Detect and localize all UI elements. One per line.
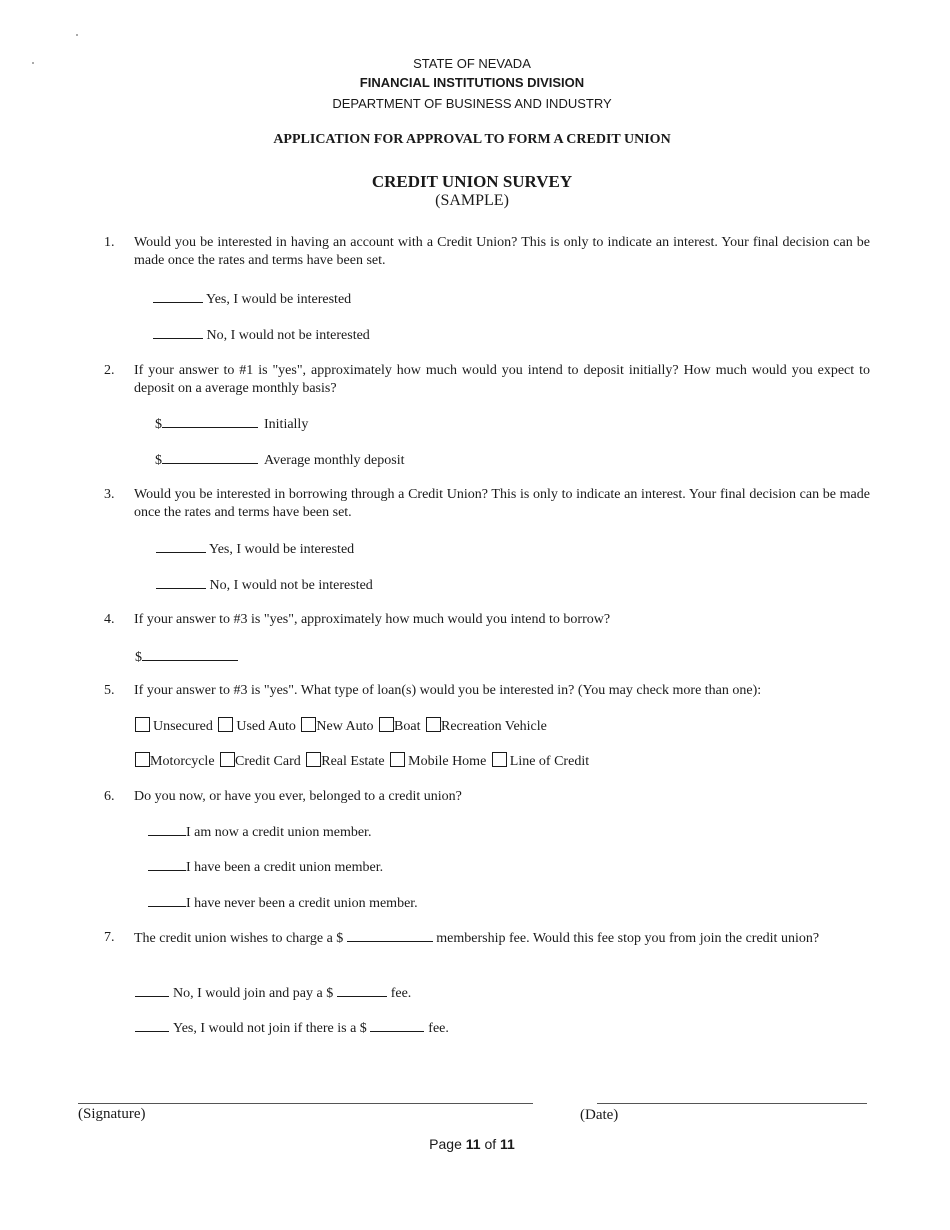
checkbox-label: Recreation Vehicle xyxy=(441,719,547,734)
option-label: Average monthly deposit xyxy=(264,453,405,468)
answer-blank[interactable] xyxy=(156,575,206,589)
date-line[interactable] xyxy=(597,1103,867,1104)
checkbox[interactable] xyxy=(306,752,321,767)
q6-option-current-member[interactable] xyxy=(148,822,371,841)
option-label-suffix: fee. xyxy=(390,986,412,1001)
q4-borrow-amount[interactable] xyxy=(135,647,238,666)
q3-option-no[interactable] xyxy=(156,575,373,594)
answer-blank[interactable] xyxy=(148,893,186,907)
question-text: If your answer to #3 is "yes", approximately how much would you intend to borrow? xyxy=(134,612,611,627)
checkbox-label: Boat xyxy=(394,719,421,734)
question-text: Would you be interested in having an account with a Credit Union? This is only to indicate an interest. Your final decision can be made once the rates and terms have been set. xyxy=(134,235,870,268)
answer-blank[interactable] xyxy=(153,325,203,339)
checkbox-label: Unsecured xyxy=(153,719,213,734)
q6-option-never-member[interactable] xyxy=(148,893,418,912)
checkbox-label: Credit Card xyxy=(235,754,301,769)
checkbox-label: New Auto xyxy=(316,719,374,734)
checkbox-label: Line of Credit xyxy=(509,754,590,769)
checkbox[interactable] xyxy=(218,717,233,732)
option-label: No, I would join and pay a $ xyxy=(173,986,334,1001)
q5-loan-row-2 xyxy=(135,752,589,770)
q7-option-not-join[interactable] xyxy=(135,1018,449,1037)
question-text: If your answer to #1 is "yes", approximately how much would you intend to deposit initially? How much would you expect to deposit on a average monthly basis? xyxy=(134,363,870,396)
header-state: STATE OF NEVADA xyxy=(413,56,531,71)
question-number: 1. xyxy=(104,235,115,250)
page-of: of xyxy=(484,1136,497,1152)
q1-option-no[interactable] xyxy=(153,325,370,344)
answer-blank[interactable] xyxy=(135,983,169,997)
question-number: 5. xyxy=(104,683,115,698)
page-current: 11 xyxy=(465,1136,481,1152)
answer-blank[interactable] xyxy=(156,539,206,553)
header-division: FINANCIAL INSTITUTIONS DIVISION xyxy=(359,75,585,90)
question-number: 7. xyxy=(104,930,115,945)
option-label: I have been a credit union member. xyxy=(186,860,384,875)
page-number xyxy=(0,1136,944,1152)
signature-line[interactable] xyxy=(78,1103,533,1104)
option-label: I have never been a credit union member. xyxy=(186,896,418,911)
survey-title: CREDIT UNION SURVEY xyxy=(371,172,573,191)
question-number: 4. xyxy=(104,612,115,627)
question-number: 2. xyxy=(104,363,115,378)
fee-blank[interactable] xyxy=(370,1018,424,1032)
checkbox[interactable] xyxy=(135,717,150,732)
option-label: Yes, I would be interested xyxy=(205,292,352,307)
checkbox[interactable] xyxy=(135,752,150,767)
checkbox-label: Real Estate xyxy=(321,754,385,769)
option-label: Yes, I would be interested xyxy=(208,542,355,557)
application-title: APPLICATION FOR APPROVAL TO FORM A CREDIT UNION xyxy=(273,132,671,147)
question-number: 6. xyxy=(104,789,115,804)
amount-blank[interactable] xyxy=(162,450,258,464)
question-text-before: The credit union wishes to charge a $ xyxy=(134,931,344,946)
q2-monthly-amount[interactable] xyxy=(155,450,405,469)
checkbox[interactable] xyxy=(301,717,316,732)
answer-blank[interactable] xyxy=(148,857,186,871)
question-text: If your answer to #3 is "yes". What type of loan(s) would you be interested in? (You may check more than one): xyxy=(134,683,762,698)
question-text: Do you now, or have you ever, belonged to a credit union? xyxy=(134,789,462,804)
q7-option-join[interactable] xyxy=(135,983,411,1002)
page-prefix: Page xyxy=(429,1136,462,1152)
checkbox-label: Mobile Home xyxy=(408,754,487,769)
option-label: I am now a credit union member. xyxy=(186,825,372,840)
option-label: Initially xyxy=(264,417,309,432)
question-text: Would you be interested in borrowing through a Credit Union? This is only to indicate an interest. Your final decision can be made once the rates and terms have been set. xyxy=(134,487,870,520)
fee-blank[interactable] xyxy=(337,983,387,997)
checkbox[interactable] xyxy=(390,752,405,767)
checkbox[interactable] xyxy=(220,752,235,767)
option-label-suffix: fee. xyxy=(428,1021,449,1036)
currency-symbol: $ xyxy=(155,453,162,468)
checkbox-label: Motorcycle xyxy=(150,754,215,769)
q6-option-past-member[interactable] xyxy=(148,857,383,876)
amount-blank[interactable] xyxy=(142,647,238,661)
option-label: No, I would not be interested xyxy=(206,328,370,343)
option-label: No, I would not be interested xyxy=(209,578,373,593)
q3-option-yes[interactable] xyxy=(156,539,354,558)
q1-option-yes[interactable] xyxy=(153,289,351,308)
currency-symbol: $ xyxy=(155,417,162,432)
fee-blank[interactable] xyxy=(347,929,433,942)
question-number: 3. xyxy=(104,487,115,502)
checkbox-label: Used Auto xyxy=(236,719,296,734)
signature-label: (Signature) xyxy=(78,1106,146,1122)
option-label: Yes, I would not join if there is a $ xyxy=(173,1021,367,1036)
header-department: DEPARTMENT OF BUSINESS AND INDUSTRY xyxy=(332,96,612,111)
checkbox[interactable] xyxy=(379,717,394,732)
currency-symbol: $ xyxy=(135,650,142,665)
checkbox[interactable] xyxy=(426,717,441,732)
q2-initial-amount[interactable] xyxy=(155,414,308,433)
amount-blank[interactable] xyxy=(162,414,258,428)
date-label: (Date) xyxy=(580,1107,619,1123)
scan-speck xyxy=(76,34,78,36)
page-total: 11 xyxy=(500,1136,515,1152)
answer-blank[interactable] xyxy=(148,822,186,836)
survey-subtitle: (SAMPLE) xyxy=(435,192,509,209)
answer-blank[interactable] xyxy=(135,1018,169,1032)
q5-loan-row-1 xyxy=(135,717,547,735)
question-text-after: membership fee. Would this fee stop you from join the credit union? xyxy=(436,931,820,946)
answer-blank[interactable] xyxy=(153,289,203,303)
checkbox[interactable] xyxy=(492,752,507,767)
question-text xyxy=(134,929,870,948)
